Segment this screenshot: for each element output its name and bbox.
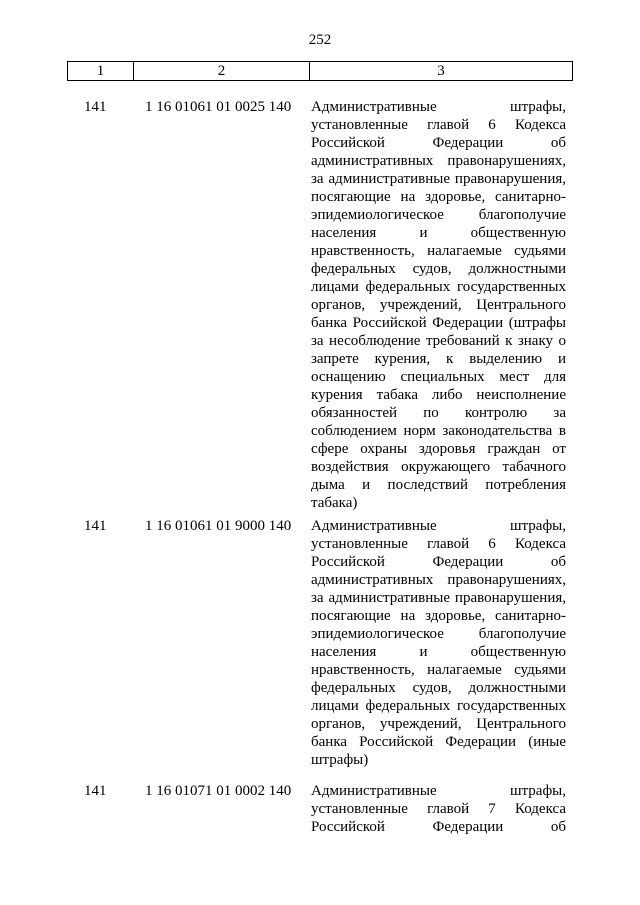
description-line: Российской Федерации об — [311, 135, 566, 151]
description-line: Российской Федерации об — [311, 554, 566, 570]
description-line: Административные штрафы, — [311, 783, 566, 799]
description-line: установленные главой 6 Кодекса — [311, 117, 566, 133]
description-line: установленные главой 7 Кодекса — [311, 801, 566, 817]
description-line: запрете курения, к выделению и — [311, 351, 566, 367]
description-line: за административные правонарушения, — [311, 590, 566, 606]
description-line: федеральных судов, должностными — [311, 261, 566, 277]
description-line: посягающие на здоровье, санитарно- — [311, 189, 566, 205]
description-line: эпидемиологическое благополучие — [311, 626, 566, 642]
description-line: лицами федеральных государственных — [311, 698, 566, 714]
description-line: за административные правонарушения, — [311, 171, 566, 187]
description-line: оснащению специальных мест для — [311, 369, 566, 385]
row-description — [311, 517, 566, 769]
kbk-code: 1 16 01071 01 0002 140 — [145, 783, 292, 799]
description-line: населения и общественную — [311, 644, 566, 660]
admin-code: 141 — [84, 783, 107, 799]
description-line: табака) — [311, 495, 358, 511]
description-line: за несоблюдение требований к знаку о — [311, 333, 566, 349]
kbk-code: 1 16 01061 01 0025 140 — [145, 99, 292, 115]
description-line: федеральных судов, должностными — [311, 680, 566, 696]
description-line: лицами федеральных государственных — [311, 279, 566, 295]
column-header-3: 3 — [310, 62, 573, 81]
page-number: 252 — [308, 32, 332, 48]
description-line: обязанностей по контролю за — [311, 405, 566, 421]
description-line: Административные штрафы, — [311, 518, 566, 534]
description-line: населения и общественную — [311, 225, 566, 241]
description-line: установленные главой 6 Кодекса — [311, 536, 566, 552]
description-line: органов, учреждений, Центрального — [311, 297, 566, 313]
column-header-2: 2 — [134, 62, 310, 81]
description-line: эпидемиологическое благополучие — [311, 207, 566, 223]
description-line: банка Российской Федерации (иные — [311, 734, 566, 750]
description-line: нравственность, налагаемые судьями — [311, 662, 566, 678]
column-header-1: 1 — [68, 62, 134, 81]
description-line: органов, учреждений, Центрального — [311, 716, 566, 732]
description-line: штрафы) — [311, 752, 369, 768]
description-line: банка Российской Федерации (штрафы — [311, 315, 566, 331]
description-line: Административные штрафы, — [311, 99, 566, 115]
description-line: нравственность, налагаемые судьями — [311, 243, 566, 259]
admin-code: 141 — [84, 518, 107, 534]
description-line: соблюдением норм законодательства в — [311, 423, 566, 439]
description-line: дыма и последствий потребления — [311, 477, 566, 493]
description-line: курения табака либо неисполнение — [311, 387, 566, 403]
description-line: административных правонарушениях, — [311, 153, 566, 169]
column-header-table — [67, 61, 573, 81]
description-line: воздействия окружающего табачного — [311, 459, 566, 475]
column-header-row — [68, 62, 573, 81]
description-line: сфере охраны здоровья граждан от — [311, 441, 566, 457]
admin-code: 141 — [84, 99, 107, 115]
kbk-code: 1 16 01061 01 9000 140 — [145, 518, 292, 534]
description-line: Российской Федерации об — [311, 819, 566, 835]
row-description — [311, 782, 566, 836]
description-line: посягающие на здоровье, санитарно- — [311, 608, 566, 624]
description-line: административных правонарушениях, — [311, 572, 566, 588]
row-description — [311, 98, 566, 512]
